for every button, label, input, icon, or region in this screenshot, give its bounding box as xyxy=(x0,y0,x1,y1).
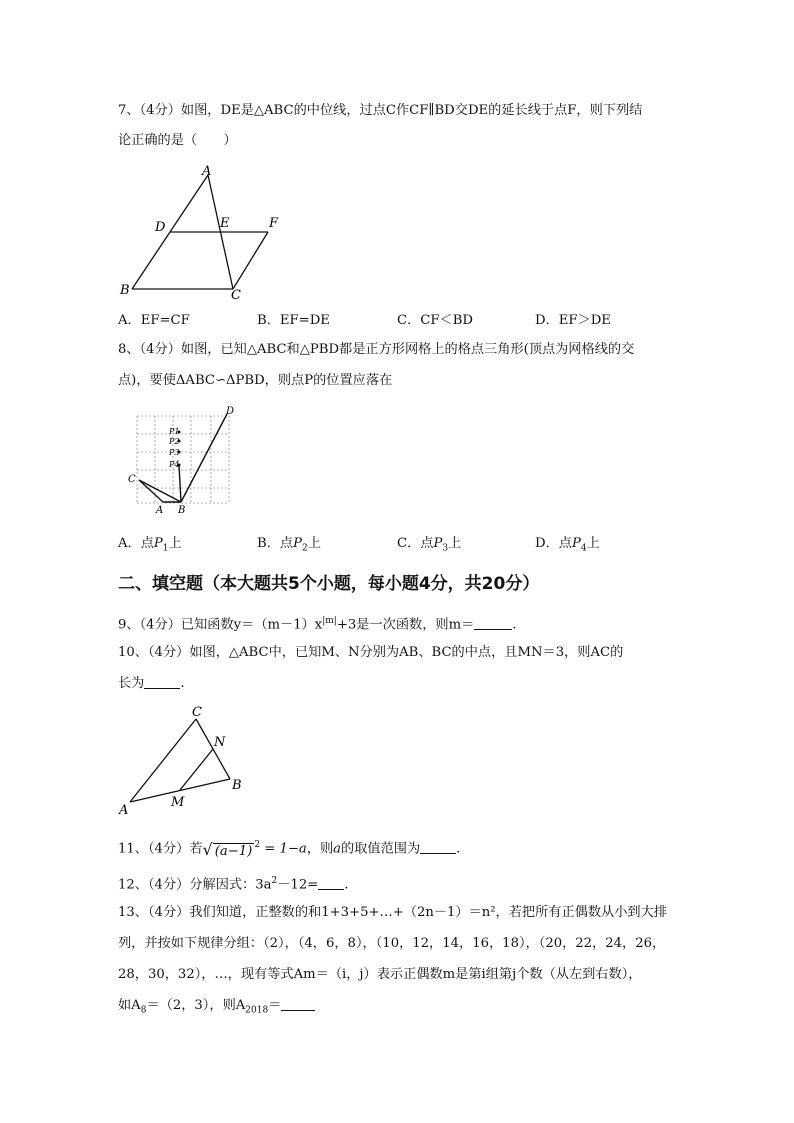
q9-answer-blank[interactable] xyxy=(474,615,512,630)
q7-stem-line1: 7、（4分）如图，DE是△ABC的中位线，过点C作CF∥BD交DE的延长线于点F，则下列结 xyxy=(118,103,643,118)
q10-figure xyxy=(112,702,262,820)
q7-label-b: B xyxy=(120,283,130,298)
q8-option-c-suffix: 上 xyxy=(448,536,462,551)
q12-prefix: 12、（4分）分解因式：3a xyxy=(118,877,272,893)
q7-option-b[interactable]: B．EF=DE xyxy=(257,313,330,328)
q8-option-c[interactable] xyxy=(397,534,461,559)
q10-stem-line1: 10、（4分）如图，△ABC中，已知M、N分别为AB、BC的中点，且MN＝3，则AC的 xyxy=(118,645,624,660)
q7-figure xyxy=(112,160,292,305)
q11-mid: ，则 xyxy=(306,841,334,857)
q13-stem-line1: 13、（4分）我们知道，正整数的和1+3+5+…+（2n－1）＝n²，若把所有正偶数从小到大排 xyxy=(118,905,667,920)
q9-exponent: |m| xyxy=(322,616,337,626)
q8-option-d-suffix: 上 xyxy=(586,536,600,551)
q13-stem-line2: 列，并按如下规律分组：（2），（4，6，8），（10，12，14，16，18），（20，22，24，26， xyxy=(118,936,666,951)
q13-stem-line4 xyxy=(118,996,315,1021)
q13-stem-line3: 28，30，32），…，现有等式Am＝（i，j）表示正偶数m是第i组第j个数（从左到右数）， xyxy=(118,967,642,982)
q10-label-a: A xyxy=(119,803,129,818)
q8-option-c-prefix: C．点 xyxy=(397,536,434,551)
q10-label-b: B xyxy=(232,778,242,793)
q8-option-d-prefix: D．点 xyxy=(535,536,572,551)
q8-option-a-prefix: A．点 xyxy=(118,536,154,551)
q10-end: . xyxy=(180,676,185,691)
q12-exponent: 2 xyxy=(271,876,278,886)
q12-end: . xyxy=(344,877,349,893)
q8-option-d-sub: 4 xyxy=(580,543,587,554)
q8-option-b-prefix: B．点 xyxy=(257,536,294,551)
q8-label-p3: P3 xyxy=(169,448,180,457)
sqrt-expression: √ (a−1) xyxy=(202,840,253,860)
q11-rhs: = 1−a xyxy=(264,841,307,857)
q10-label-n: N xyxy=(214,735,226,750)
q8-option-a-var: P xyxy=(153,536,163,551)
q9-text-after: +3是一次函数，则m＝ xyxy=(336,617,475,633)
q10-answer-blank[interactable] xyxy=(144,674,180,689)
q8-option-a[interactable] xyxy=(118,534,182,559)
q8-option-d-var: P xyxy=(571,536,581,551)
q8-label-d: D xyxy=(226,406,235,417)
q11-stem: 11、（4分）若√ (a−1) $^2$ = 1−a，则a的取值范围为 . xyxy=(118,835,460,859)
q11-answer-blank[interactable] xyxy=(420,839,456,854)
q8-option-a-suffix: 上 xyxy=(168,536,182,551)
q8-label-b: B xyxy=(178,505,186,516)
q8-option-b-suffix: 上 xyxy=(307,536,321,551)
q11-suffix: 的取值范围为 xyxy=(341,841,421,857)
q8-option-c-var: P xyxy=(433,536,443,551)
q8-option-a-sub: 1 xyxy=(162,543,169,554)
q8-stem-line2: 点)，要使ΔABC∽ΔPBD，则点P的位置应落在 xyxy=(118,373,393,388)
q10-label-m: M xyxy=(171,795,185,810)
q7-label-a: A xyxy=(202,164,212,179)
q13-answer-blank[interactable] xyxy=(281,996,315,1011)
q13-line4-b: ＝（2，3），则A xyxy=(146,998,246,1013)
q9-stem xyxy=(118,611,516,635)
q8-option-c-sub: 3 xyxy=(442,543,449,554)
q10-text-before: 长为 xyxy=(118,676,145,691)
q10-label-c: C xyxy=(192,705,202,720)
q12-stem xyxy=(118,871,348,895)
q9-end: . xyxy=(512,617,517,633)
q13-line4-c: ＝ xyxy=(268,998,282,1013)
q13-line4-sub1: 8 xyxy=(140,1005,147,1016)
q8-option-b-sub: 2 xyxy=(301,543,308,554)
q12-answer-blank[interactable] xyxy=(318,875,344,890)
q7-option-a[interactable]: A．EF=CF xyxy=(118,313,190,328)
q9-text-before: 9、（4分）已知函数y＝（m－1）x xyxy=(118,617,323,633)
q8-stem-line1: 8、（4分）如图，已知△ABC和△PBD都是正方形网格上的格点三角形(顶点为网格线的交 xyxy=(118,342,635,357)
q10-stem-line2 xyxy=(118,674,185,694)
q8-option-d[interactable] xyxy=(535,534,600,559)
q12-suffix: －12= xyxy=(277,877,319,893)
q7-label-d: D xyxy=(155,220,166,235)
q7-option-d[interactable]: D．EF＞DE xyxy=(535,313,611,328)
q11-prefix: 11、（4分）若 xyxy=(118,841,203,857)
q13-line4-a: 如A xyxy=(118,998,141,1013)
q7-label-f: F xyxy=(269,216,279,231)
q8-label-p1: P1 xyxy=(169,427,180,436)
q8-option-b[interactable] xyxy=(257,534,321,559)
q8-label-p4: P4 xyxy=(169,460,180,469)
q11-var: a xyxy=(333,841,342,857)
section-heading: 二、填空题（本大题共5个小题，每小题4分，共20分） xyxy=(118,574,540,594)
q7-label-e: E xyxy=(220,216,230,231)
q7-label-c: C xyxy=(231,288,241,303)
q11-radicand: (a−1) xyxy=(214,844,253,860)
q8-option-b-var: P xyxy=(293,536,302,551)
q7-stem-line2: 论正确的是（ ） xyxy=(118,133,237,148)
q13-line4-sub2: 2018 xyxy=(245,1005,269,1016)
q8-grid-figure xyxy=(125,402,240,517)
q7-option-c[interactable]: C．CF＜BD xyxy=(397,313,473,328)
q11-end: . xyxy=(456,841,461,857)
q8-label-p2: P2 xyxy=(169,437,180,446)
q8-label-c: C xyxy=(128,474,136,485)
q8-label-a: A xyxy=(156,505,164,516)
